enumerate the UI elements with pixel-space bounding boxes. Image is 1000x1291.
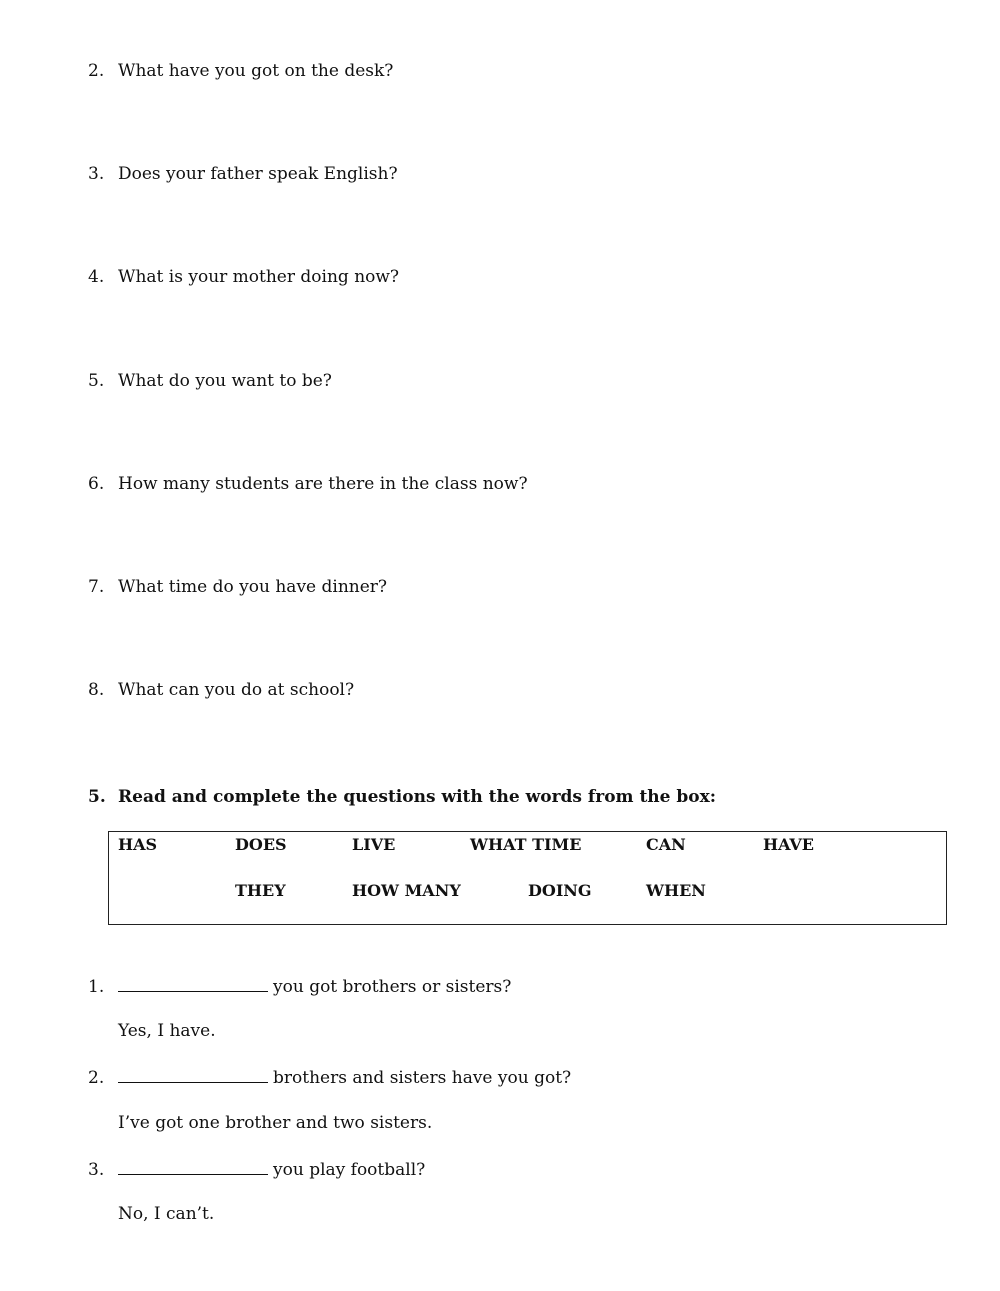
word-box-word: HAVE	[763, 835, 814, 854]
exercise-item	[88, 975, 511, 998]
question-text: What can you do at school?	[118, 680, 355, 700]
question-number: 2.	[88, 61, 105, 81]
word-box-word: DOING	[528, 881, 592, 900]
section-heading	[88, 786, 716, 808]
exercise-number: 2.	[88, 1068, 105, 1088]
question-number: 3.	[88, 164, 105, 184]
exercise-item	[88, 1066, 571, 1089]
exercise-text: brothers and sisters have you got?	[273, 1068, 572, 1088]
question-text: How many students are there in the class now?	[118, 474, 528, 494]
question-number: 6.	[88, 474, 105, 494]
question-item	[88, 163, 398, 185]
answer-blank[interactable]	[118, 1066, 268, 1083]
question-item	[88, 473, 528, 495]
answer-blank[interactable]	[118, 975, 268, 992]
question-text: What have you got on the desk?	[118, 61, 394, 81]
section-number: 5.	[88, 787, 106, 807]
word-box-word: HAS	[118, 835, 158, 854]
question-number: 4.	[88, 267, 105, 287]
question-item	[88, 576, 387, 598]
word-box-word: WHEN	[646, 881, 706, 900]
word-box-word: THEY	[235, 881, 286, 900]
exercise-number: 3.	[88, 1160, 105, 1180]
exercise-text: you play football?	[273, 1160, 426, 1180]
word-box-word: CAN	[646, 835, 686, 854]
question-text: What time do you have dinner?	[118, 577, 388, 597]
word-box-word: DOES	[235, 835, 287, 854]
question-number: 7.	[88, 577, 105, 597]
word-box	[108, 831, 947, 925]
word-box-word: HOW MANY	[352, 881, 461, 900]
word-box-word: WHAT TIME	[470, 835, 582, 854]
exercise-answer: No, I can’t.	[118, 1204, 215, 1224]
exercise-number: 1.	[88, 977, 105, 997]
section-title-text: Read and complete the questions with the words from the box:	[118, 787, 717, 807]
exercise-text: you got brothers or sisters?	[273, 977, 512, 997]
question-number: 5.	[88, 371, 105, 391]
question-text: Does your father speak English?	[118, 164, 398, 184]
question-text: What do you want to be?	[118, 371, 332, 391]
question-item	[88, 370, 332, 392]
exercise-item	[88, 1158, 425, 1181]
question-text: What is your mother doing now?	[118, 267, 400, 287]
word-box-word: LIVE	[352, 835, 396, 854]
question-item	[88, 679, 354, 701]
exercise-answer: Yes, I have.	[118, 1021, 216, 1041]
question-number: 8.	[88, 680, 105, 700]
question-item	[88, 60, 393, 82]
question-item	[88, 266, 399, 288]
answer-blank[interactable]	[118, 1158, 268, 1175]
exercise-answer: I’ve got one brother and two sisters.	[118, 1113, 433, 1133]
